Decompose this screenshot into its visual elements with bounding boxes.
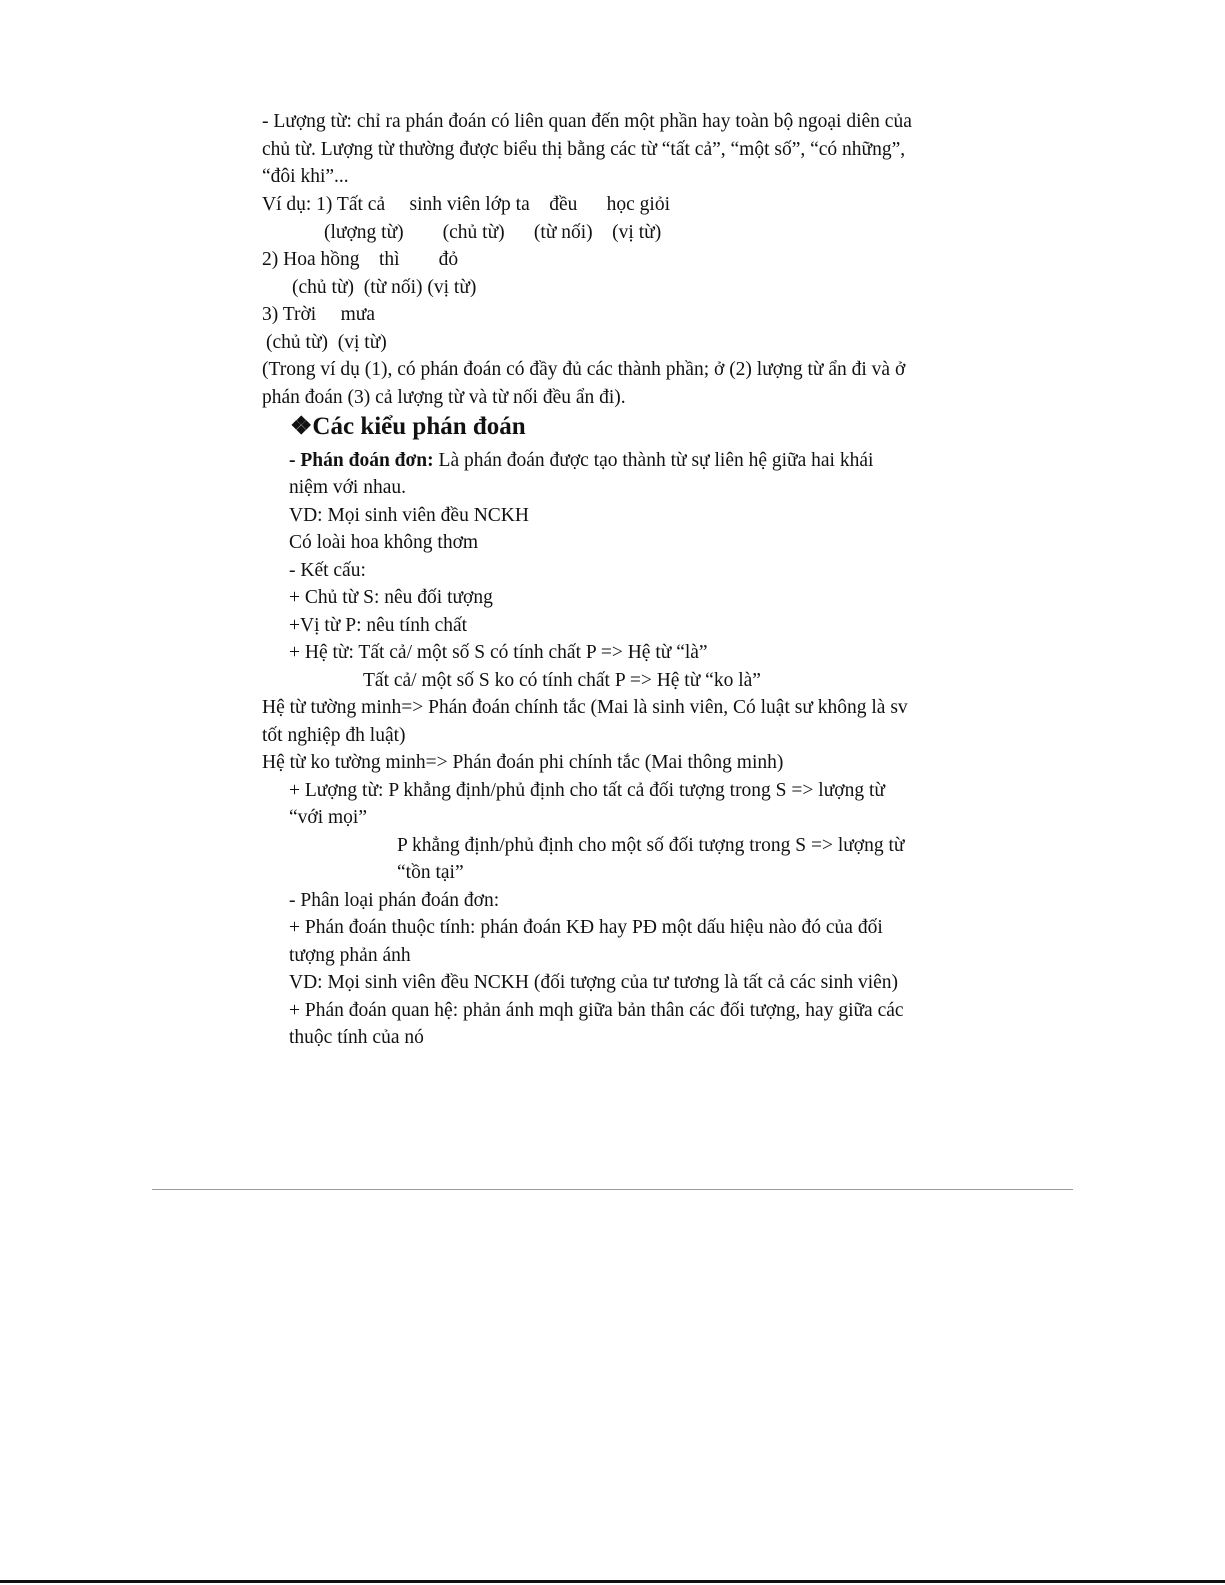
example-line: Ví dụ: 1) Tất cả sinh viên lớp ta đều học giỏi (262, 194, 671, 215)
example-annotation: (chủ từ) (từ nối) (vị từ) (292, 277, 477, 298)
text-line: - Lượng từ: chỉ ra phán đoán có liên quan đến một phần hay toàn bộ ngoại diên của (262, 111, 912, 132)
text-line: tượng phản ánh (289, 945, 411, 966)
text-line: chủ từ. Lượng từ thường được biểu thị bằng các từ “tất cả”, “một số”, “có những”, (262, 139, 906, 160)
text-line: Hệ từ ko tường minh=> Phán đoán phi chính tắc (Mai thông minh) (262, 752, 784, 773)
text-line: + Phán đoán quan hệ: phản ánh mqh giữa bản thân các đối tượng, hay giữa các (289, 1000, 904, 1021)
text-line: P khẳng định/phủ định cho một số đối tượng trong S => lượng từ (397, 835, 905, 856)
text-line: phán đoán (3) cả lượng từ và từ nối đều ẩn đi). (262, 387, 626, 408)
text-line: thuộc tính của nó (289, 1027, 424, 1048)
section-heading: ❖Các kiểu phán đoán (290, 413, 526, 440)
text-line: + Lượng từ: P khẳng định/phủ định cho tất cả đối tượng trong S => lượng từ (289, 780, 885, 801)
text-line: + Hệ từ: Tất cả/ một số S có tính chất P => Hệ từ “là” (289, 642, 708, 663)
text-line (289, 447, 873, 474)
text-line: - Kết cấu: (289, 560, 366, 581)
text-line: VD: Mọi sinh viên đều NCKH (289, 505, 529, 526)
text-line: - Phân loại phán đoán đơn: (289, 890, 500, 911)
text-line: Có loài hoa không thơm (289, 532, 479, 553)
page-separator (152, 1189, 1073, 1190)
page-bottom-border (0, 1580, 1225, 1583)
text-line: +Vị từ P: nêu tính chất (289, 615, 468, 636)
text-line: “đôi khi”... (262, 166, 349, 187)
term-definition: Là phán đoán được tạo thành từ sự liên hệ giữa hai khái (433, 450, 874, 471)
example-line: 3) Trời mưa (262, 304, 375, 325)
example-line: 2) Hoa hồng thì đỏ (262, 249, 459, 270)
example-annotation: (chủ từ) (vị từ) (266, 332, 387, 353)
text-line: niệm với nhau. (289, 477, 406, 498)
text-line: + Chủ từ S: nêu đối tượng (289, 587, 493, 608)
text-line: Tất cả/ một số S ko có tính chất P => Hệ từ “ko là” (363, 670, 761, 691)
example-annotation: (lượng từ) (chủ từ) (từ nối) (vị từ) (324, 222, 662, 243)
text-line: Hệ từ tường minh=> Phán đoán chính tắc (Mai là sinh viên, Có luật sư không là sv (262, 697, 908, 718)
text-line: VD: Mọi sinh viên đều NCKH (đối tượng của tư tương là tất cả các sinh viên) (289, 972, 899, 993)
term-label: - Phán đoán đơn: (289, 450, 434, 471)
text-line: “tồn tại” (397, 862, 464, 883)
text-line: “với mọi” (289, 807, 367, 828)
text-line: tốt nghiệp đh luật) (262, 725, 406, 746)
text-line: + Phán đoán thuộc tính: phán đoán KĐ hay PĐ một dấu hiệu nào đó của đối (289, 917, 883, 938)
text-line: (Trong ví dụ (1), có phán đoán có đầy đủ các thành phần; ở (2) lượng từ ẩn đi và ở (262, 359, 906, 380)
